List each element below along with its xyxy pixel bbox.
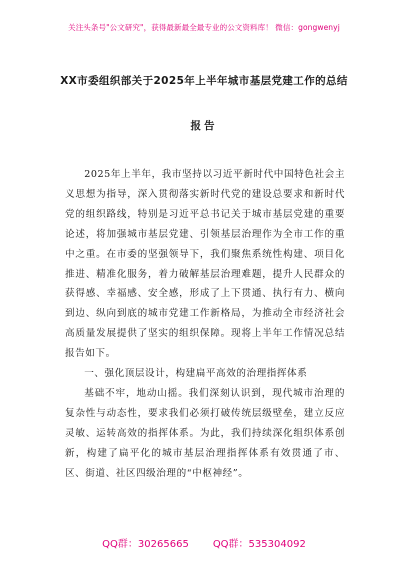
paragraph-intro: 2025年上半年，我市坚持以习近平新时代中国特色社会主义思想为指导，深入贯彻落实新时代党的建设总要求和新时代党的组织路线，特别是习近平总书记关于城市基层党建的重要论述，将加强城市基层党建、引领基层治理作为全市工作的重中之重。在市委的坚强领导下，我们聚焦系统性构建、项目化推进、精准化服务，着力破解基层治理难题，提升人民群众的获得感、幸福感、安全感，形成了上下贯通、执行有力、横向到边、纵向到底的城市党建工作新格局，为推动全市经济社会高质量发展提供了坚实的组织保障。现将上半年工作情况总结报告如下。 (65, 169, 345, 360)
footer-qq-group-2: QQ群：535304092 (212, 539, 306, 550)
footer (0, 535, 408, 550)
section-heading: 一、强化顶层设计，构建扁平高效的治理指挥体系 (84, 368, 308, 380)
document-body (65, 165, 345, 484)
footer-qq-group-1: QQ群：30265665 (102, 539, 189, 550)
paragraph-section-one: 基础不牢，地动山摇。我们深刻认识到，现代城市治理的复杂性与动态性，要求我们必须打破传统层级壁垒，建立反应灵敏、运转高效的指挥体系。为此，我们持续深化组织体系创新，构建了扁平化的城市基层治理指挥体系有效贯通了市、区、街道、社区四级治理的“中枢神经”。 (65, 387, 345, 479)
document-subtitle: 报告 (190, 120, 218, 132)
document-title: XX市委组织部关于2025年上半年城市基层党建工作的总结 (60, 75, 348, 87)
header-banner: 关注头条号"公文研究"，获得最新最全最专业的公文资料库！ 微信：gongwenyj (68, 23, 340, 32)
